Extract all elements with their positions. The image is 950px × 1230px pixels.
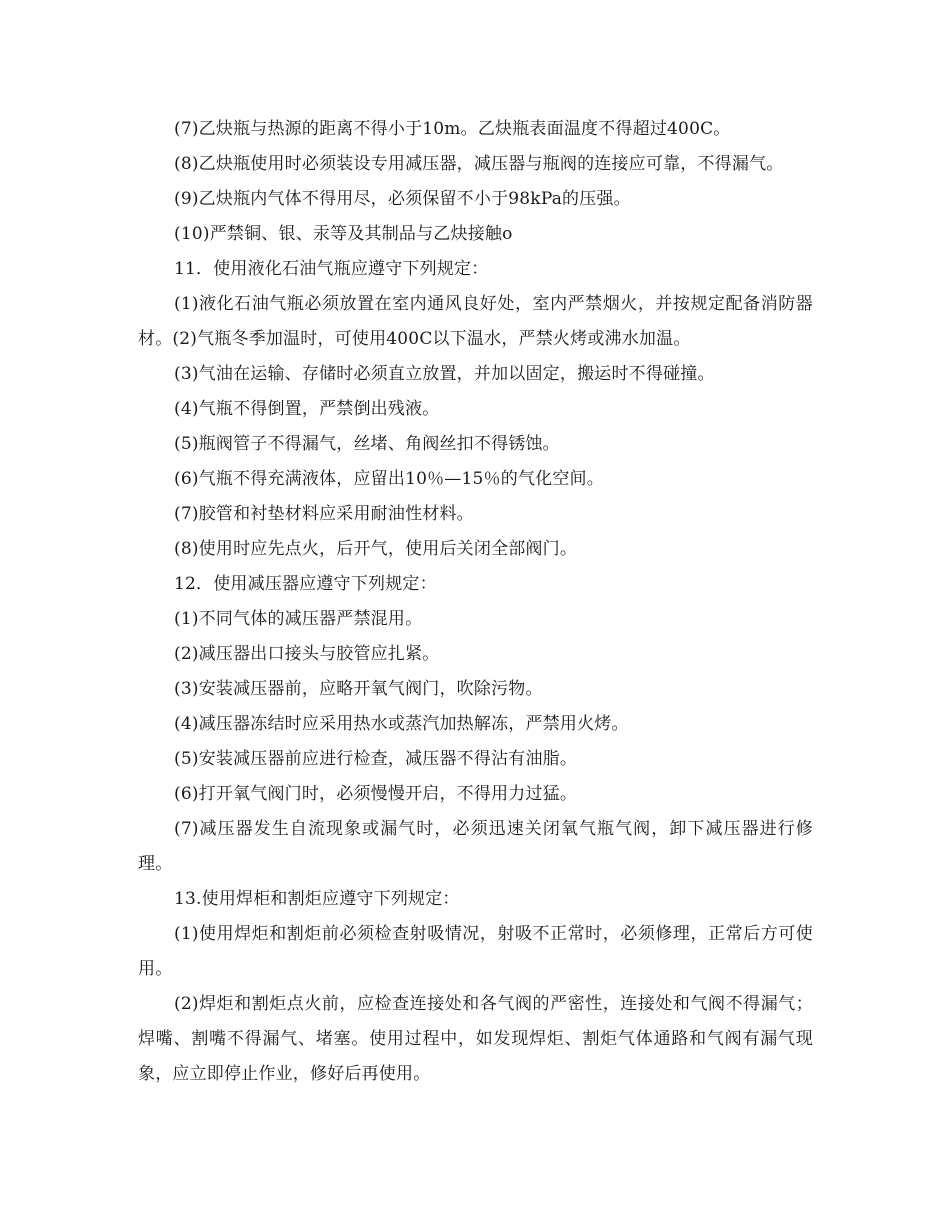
section-heading-lpg: 11．使用液化石油气瓶应遵守下列规定： <box>174 259 489 279</box>
paragraph-acetylene-regulator: (8)乙炔瓶使用时必须装设专用减压器，减压器与瓶阀的连接应可靠，不得漏气。 <box>174 154 784 174</box>
paragraph-acetylene-residual-pressure: (9)乙炔瓶内气体不得用尽，必须保留不小于98kPa的压强。 <box>174 189 631 209</box>
paragraph-lpg-upright: (4)气瓶不得倒置，严禁倒出残液。 <box>174 399 440 419</box>
paragraph-lpg-ignition: (8)使用时应先点火，后开气，使用后关闭全部阀门。 <box>174 539 578 559</box>
paragraph-lpg-valve: (5)瓶阀管子不得漏气，丝堵、角阀丝扣不得锈蚀。 <box>174 434 560 454</box>
document-body <box>138 112 813 1092</box>
paragraph-lpg-placement: (1)液化石油气瓶必须放置在室内通风良好处，室内严禁烟火，并按规定配备消防器材。(2)气瓶冬季加温时，可使用400C以下温水，严禁火烤或沸水加温。 <box>138 294 813 349</box>
paragraph-regulator-open-slowly: (6)打开氧气阀门时，必须慢慢开启，不得用力过猛。 <box>174 784 578 804</box>
paragraph-regulator-purge: (3)安装减压器前，应略开氧气阀门，吹除污物。 <box>174 679 543 699</box>
paragraph-acetylene-distance: (7)乙炔瓶与热源的距离不得小于10m。乙炔瓶表面温度不得超过400C。 <box>174 119 731 139</box>
paragraph-regulator-leak: (7)减压器发生自流现象或漏气时，必须迅速关闭氧气瓶气阀，卸下减压器进行修理。 <box>138 819 813 874</box>
paragraph-acetylene-metals: (10)严禁铜、银、汞等及其制品与乙炔接触o <box>174 224 513 244</box>
section-heading-torch: 13.使用焊柜和割炬应遵守下列规定： <box>174 889 460 909</box>
paragraph-regulator-inspection: (5)安装减压器前应进行检查，减压器不得沾有油脂。 <box>174 749 578 769</box>
paragraph-regulator-frozen: (4)减压器冻结时应采用热水或蒸汽加热解冻，严禁用火烤。 <box>174 714 629 734</box>
paragraph-lpg-transport: (3)气油在运输、存储时必须直立放置，并加以固定，搬运时不得碰撞。 <box>174 364 715 384</box>
paragraph-lpg-hose: (7)胶管和衬垫材料应采用耐油性材料。 <box>174 504 474 524</box>
paragraph-regulator-outlet: (2)减压器出口接头与胶管应扎紧。 <box>174 644 440 664</box>
paragraph-lpg-fill: (6)气瓶不得充满液体，应留出10％—15％的气化空间。 <box>174 469 604 489</box>
section-heading-regulator: 12．使用减压器应遵守下列规定： <box>174 574 437 594</box>
paragraph-torch-suction: (1)使用焊炬和割炬前必须检查射吸情况，射吸不正常时，必须修理，正常后方可使用。 <box>138 924 813 979</box>
paragraph-torch-ignition-check: (2)焊炬和割炬点火前，应检查连接处和各气阀的严密性，连接处和气阀不得漏气；焊嘴、割嘴不得漏气、堵塞。使用过程中，如发现焊炬、割炬气体通路和气阀有漏气现象，应立即停止作业，修好后再使用。 <box>138 994 813 1084</box>
paragraph-regulator-mixing: (1)不同气体的减压器严禁混用。 <box>174 609 423 629</box>
